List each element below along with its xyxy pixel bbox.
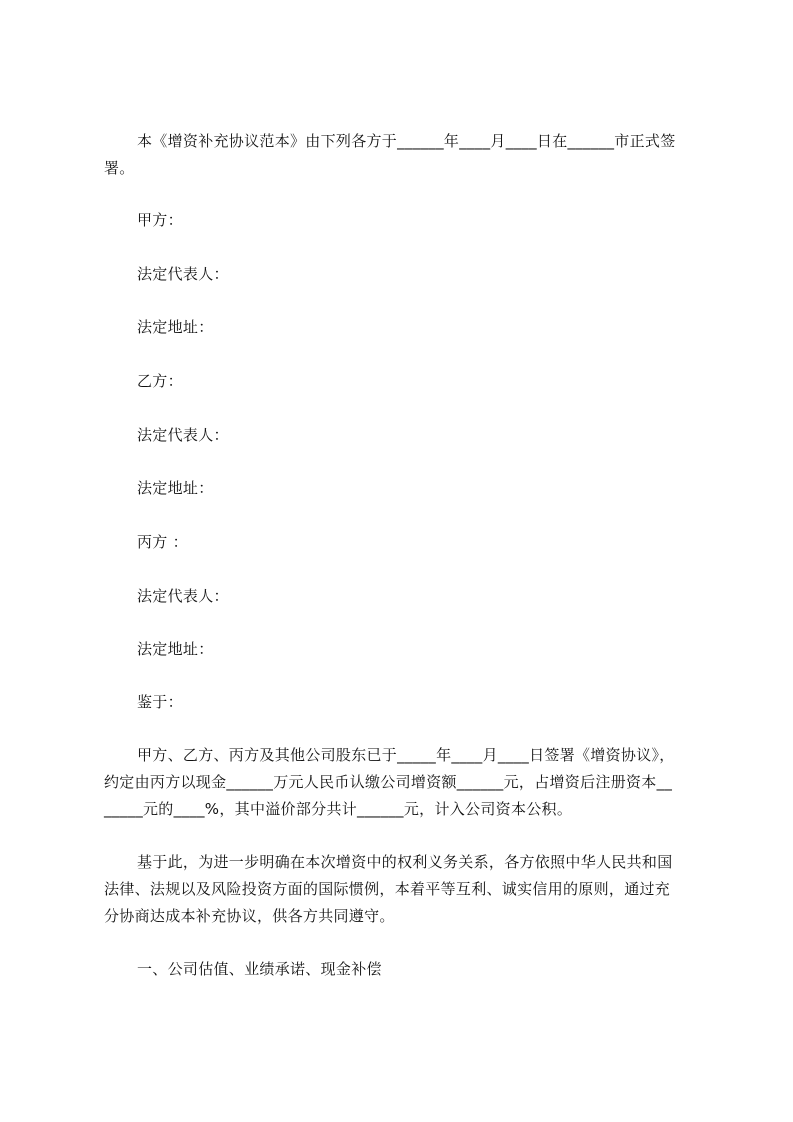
- whereas-line-2: 约定由丙方以现金______万元人民币认缴公司增资额______元，占增资后注册资本__: [104, 773, 673, 791]
- section-1-heading: 一、公司估值、业绩承诺、现金补偿: [137, 960, 382, 978]
- whereas-line-1: 甲方、乙方、丙方及其他公司股东已于_____年____月____日签署《增资协议》，: [137, 746, 675, 764]
- party-c-representative: 法定代表人：: [137, 587, 229, 605]
- basis-line-2: 法律、法规以及风险投资方面的国际惯例，本着平等互利、诚实信用的原则，通过充: [104, 880, 671, 898]
- party-c-address: 法定地址：: [137, 640, 214, 658]
- party-a-label: 甲方：: [137, 211, 183, 229]
- whereas-line-3: _____元的____%，其中溢价部分共计______元，计入公司资本公积。: [104, 800, 573, 818]
- party-b-representative: 法定代表人：: [137, 426, 229, 444]
- party-a-address: 法定地址：: [137, 318, 214, 336]
- party-b-label: 乙方：: [137, 372, 183, 390]
- intro-line-1: 本《增资补充协议范本》由下列各方于______年____月____日在______市正式签: [137, 132, 676, 150]
- basis-line-3: 分协商达成本补充协议，供各方共同遵守。: [104, 907, 395, 925]
- intro-line-2: 署。: [104, 159, 135, 177]
- whereas-label: 鉴于：: [137, 693, 183, 711]
- party-a-representative: 法定代表人：: [137, 265, 229, 283]
- party-c-label: 丙方 ：: [137, 533, 188, 551]
- party-b-address: 法定地址：: [137, 479, 214, 497]
- basis-line-1: 基于此，为进一步明确在本次增资中的权利义务关系，各方依照中华人民共和国: [137, 853, 673, 871]
